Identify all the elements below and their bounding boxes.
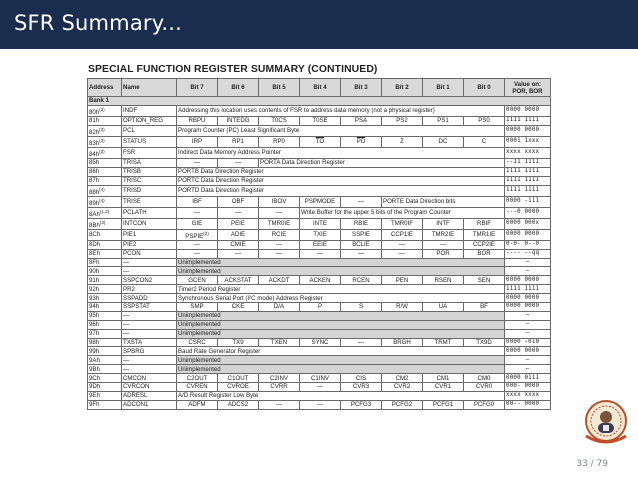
name-cell: OPTION_REG: [122, 116, 177, 125]
name-cell: CVRCON: [122, 382, 177, 391]
column-header: Name: [122, 79, 177, 97]
table-row: [88, 347, 551, 356]
name-cell: ADCON1: [122, 400, 177, 409]
table-row: [88, 382, 551, 391]
bit-cell: CVREN: [177, 382, 218, 391]
name-cell: SSPCON2: [122, 276, 177, 285]
value-cell: 0000 0000: [505, 276, 551, 285]
bit-cell: ACKDT: [259, 276, 300, 285]
bit-cell: —: [218, 249, 259, 258]
bit-cell: TMR0IF: [382, 218, 423, 229]
column-header: Address: [88, 79, 122, 97]
column-header: Bit 6: [218, 79, 259, 97]
address-cell: 8Ch: [88, 229, 122, 240]
bit-cell: —: [300, 249, 341, 258]
address-cell: 8Eh: [88, 249, 122, 258]
bit-cell: T0CS: [259, 116, 300, 125]
address-cell: 97h: [88, 329, 122, 338]
bit-cell: —: [177, 207, 218, 218]
address-cell: 9Ch: [88, 374, 122, 383]
address-cell: 92h: [88, 285, 122, 294]
address-cell: 95h: [88, 311, 122, 320]
bit-cell: TRMT: [423, 338, 464, 347]
bit-cell: D/A: [259, 302, 300, 311]
span-cell: Unimplemented: [177, 267, 505, 276]
address-cell: 8Bh$^{(3)}$: [88, 218, 122, 229]
value-cell: —: [505, 258, 551, 267]
bit-cell: CM1: [423, 374, 464, 383]
bit-cell: BF: [464, 302, 505, 311]
bit-cell: CVR2: [382, 382, 423, 391]
bit-cell: RP0: [259, 136, 300, 147]
name-cell: TRISD: [122, 185, 177, 196]
bit-cell: RBIF: [464, 218, 505, 229]
value-cell: 0000 0000: [505, 347, 551, 356]
address-cell: $82h^{(3)}$: [88, 125, 122, 136]
table-row: [88, 229, 551, 240]
bit-cell: CMIE: [218, 240, 259, 249]
address-cell: 93h: [88, 294, 122, 303]
name-cell: SSPADD: [122, 294, 177, 303]
name-cell: PR2: [122, 285, 177, 294]
span-cell: Synchronous Serial Port (I²C mode) Address Register: [177, 294, 505, 303]
name-cell: ADRESL: [122, 391, 177, 400]
bank-row: [88, 97, 551, 106]
table-row: [88, 105, 551, 116]
name-cell: PCON: [122, 249, 177, 258]
table-row: [88, 167, 551, 176]
table-row: [88, 267, 551, 276]
value-cell: 000- 0000: [505, 382, 551, 391]
name-cell: —: [122, 258, 177, 267]
bit-cell: PS0: [464, 116, 505, 125]
value-cell: —: [505, 267, 551, 276]
table-row: [88, 125, 551, 136]
address-cell: $80h^{(3)}$: [88, 105, 122, 116]
address-cell: 90h: [88, 267, 122, 276]
table-row: [88, 356, 551, 365]
bit-cell: —: [177, 249, 218, 258]
bit-cell: C2OUT: [177, 374, 218, 383]
bit-cell: C1OUT: [218, 374, 259, 383]
name-cell: SPBRG: [122, 347, 177, 356]
span-cell: PORTC Data Direction Register: [177, 176, 505, 185]
bit-cell: RCIE: [259, 229, 300, 240]
address-cell: 85h: [88, 158, 122, 167]
bit-cell: PEIE: [218, 218, 259, 229]
value-cell: 1111 1111: [505, 116, 551, 125]
bit-cell: PCFG2: [382, 400, 423, 409]
bit-cell: EEIE: [300, 240, 341, 249]
address-cell: 98h: [88, 338, 122, 347]
address-cell: $83h^{(3)}$: [88, 136, 122, 147]
bit-cell: CSRC: [177, 338, 218, 347]
name-cell: TRISA: [122, 158, 177, 167]
bit-cell: $\overline{TO}$: [300, 136, 341, 147]
column-header: Bit 3: [341, 79, 382, 97]
column-header: Value on: POR, BOR: [505, 79, 551, 97]
bit-cell: Z: [382, 136, 423, 147]
bit-cell: $\overline{PD}$: [341, 136, 382, 147]
bit-cell: —: [218, 207, 259, 218]
value-cell: 1111 1111: [505, 285, 551, 294]
bit-cell: DC: [423, 136, 464, 147]
value-cell: 1111 1111: [505, 176, 551, 185]
bit-cell: TMR1IE: [464, 229, 505, 240]
table-row: [88, 285, 551, 294]
name-cell: —: [122, 356, 177, 365]
bit-cell: IBF: [177, 196, 218, 207]
table-header-row: [88, 79, 551, 97]
table-row: [88, 365, 551, 374]
value-cell: 0000 -010: [505, 338, 551, 347]
bit-cell: PCFG3: [341, 400, 382, 409]
bit-cell: CCP2IE: [464, 240, 505, 249]
bit-cell: S: [341, 302, 382, 311]
value-cell: 0000 0000: [505, 125, 551, 136]
span-cell: Addressing this location uses contents of FSR to address data memory (not a physical register): [177, 105, 505, 116]
name-cell: INDF: [122, 105, 177, 116]
value-cell: 0000 0000: [505, 229, 551, 240]
bit-cell: ADFM: [177, 400, 218, 409]
bit-cell: TX9: [218, 338, 259, 347]
span-cell: Baud Rate Generator Register: [177, 347, 505, 356]
slide-title: SFR Summary...: [14, 11, 182, 35]
table-row: [88, 136, 551, 147]
bit-cell: C: [464, 136, 505, 147]
bit-cell: TXIE: [300, 229, 341, 240]
bit-cell: ADIE: [218, 229, 259, 240]
bit-cell: —: [259, 207, 300, 218]
column-header: Bit 7: [177, 79, 218, 97]
bit-cell: PS2: [382, 116, 423, 125]
table-row: [88, 320, 551, 329]
table-row: [88, 185, 551, 196]
span-cell: Unimplemented: [177, 356, 505, 365]
table-row: [88, 258, 551, 267]
span-cell: Indirect Data Memory Address Pointer: [177, 147, 505, 158]
address-cell: $84h^{(3)}$: [88, 147, 122, 158]
address-cell: 9Ah: [88, 356, 122, 365]
table-row: [88, 147, 551, 158]
bit-cell: TX9D: [464, 338, 505, 347]
table-row: [88, 158, 551, 167]
bit-cell: GIE: [177, 218, 218, 229]
bit-cell: SEN: [464, 276, 505, 285]
bit-cell: RSEN: [423, 276, 464, 285]
column-header: Bit 4: [300, 79, 341, 97]
table-row: [88, 116, 551, 125]
value-cell: ---0 0000: [505, 207, 551, 218]
span-cell: PORTB Data Direction Register: [177, 167, 505, 176]
table-row: [88, 391, 551, 400]
bit-cell: —: [259, 249, 300, 258]
bit-cell: CVR3: [341, 382, 382, 391]
bit-cell: T0SE: [300, 116, 341, 125]
bit-cell: P: [300, 302, 341, 311]
address-cell: 94h: [88, 302, 122, 311]
bit-cell: RBPU: [177, 116, 218, 125]
table-row: [88, 338, 551, 347]
address-cell: 8Fh: [88, 258, 122, 267]
name-cell: PIE2: [122, 240, 177, 249]
bit-cell: ADCS2: [218, 400, 259, 409]
name-cell: —: [122, 365, 177, 374]
table-row: [88, 400, 551, 409]
bit-cell: RBIE: [341, 218, 382, 229]
bit-cell: TMR0IE: [259, 218, 300, 229]
value-cell: —: [505, 311, 551, 320]
column-header: Bit 0: [464, 79, 505, 97]
address-cell: 9Bh: [88, 365, 122, 374]
span-cell: Unimplemented: [177, 365, 505, 374]
address-cell: 8Ah$^{(1,3)}$: [88, 207, 122, 218]
address-cell: 9Fh: [88, 400, 122, 409]
bit-cell: —: [259, 240, 300, 249]
table-row: [88, 302, 551, 311]
bit-cell: $\overline{BOR}$: [464, 249, 505, 258]
table-row: [88, 311, 551, 320]
bit-cell: C2INV: [259, 374, 300, 383]
bit-cell: PSPIE$^{(2)}$: [177, 229, 218, 240]
address-cell: 87h: [88, 176, 122, 185]
value-cell: 1111 1111: [505, 185, 551, 196]
bit-cell: INTE: [300, 218, 341, 229]
table-row: [88, 240, 551, 249]
address-cell: 9Dh: [88, 382, 122, 391]
name-cell: —: [122, 329, 177, 338]
name-cell: CMCON: [122, 374, 177, 383]
name-cell: TRISC: [122, 176, 177, 185]
bit-cell: ACKSTAT: [218, 276, 259, 285]
value-cell: —: [505, 365, 551, 374]
bit-cell: —: [300, 400, 341, 409]
name-cell: —: [122, 320, 177, 329]
span-cell: A/D Result Register Low Byte: [177, 391, 505, 400]
slide-header: [0, 0, 638, 49]
table-row: [88, 207, 551, 218]
bit-cell: —: [423, 240, 464, 249]
bit-cell: $\overline{POR}$: [423, 249, 464, 258]
bit-cell: PEN: [382, 276, 423, 285]
page-number: 33 / 79: [576, 459, 608, 469]
bit-cell: —: [382, 249, 423, 258]
bit-cell: CKE: [218, 302, 259, 311]
span-cell: Unimplemented: [177, 258, 505, 267]
span-cell: PORTD Data Direction Register: [177, 185, 505, 196]
span-cell: Program Counter (PC) Least Significant Byte: [177, 125, 505, 136]
name-cell: TRISE: [122, 196, 177, 207]
address-cell: 86h: [88, 167, 122, 176]
bit-cell: —: [259, 400, 300, 409]
table-row: [88, 329, 551, 338]
value-cell: xxxx xxxx: [505, 391, 551, 400]
span-cell: Unimplemented: [177, 311, 505, 320]
bit-cell: SMP: [177, 302, 218, 311]
name-cell: STATUS: [122, 136, 177, 147]
bit-cell: RP1: [218, 136, 259, 147]
value-cell: --11 1111: [505, 158, 551, 167]
span-cell: Write Buffer for the upper 5 bits of the Program Counter: [300, 207, 505, 218]
table-body: [88, 97, 551, 410]
span-cell: PORTA Data Direction Register: [259, 158, 505, 167]
value-cell: 0001 1xxx: [505, 136, 551, 147]
bit-cell: PSA: [341, 116, 382, 125]
bit-cell: —: [341, 338, 382, 347]
name-cell: —: [122, 267, 177, 276]
value-cell: —: [505, 356, 551, 365]
name-cell: PCLATH: [122, 207, 177, 218]
address-cell: 9Eh: [88, 391, 122, 400]
bit-cell: INTF: [423, 218, 464, 229]
value-cell: 0000 0111: [505, 374, 551, 383]
bit-cell: TXEN: [259, 338, 300, 347]
bit-cell: RCEN: [341, 276, 382, 285]
value-cell: xxxx xxxx: [505, 147, 551, 158]
table-row: [88, 196, 551, 207]
name-cell: PIE1: [122, 229, 177, 240]
bit-cell: INTEDG: [218, 116, 259, 125]
bit-cell: CM2: [382, 374, 423, 383]
bit-cell: TMR2IE: [423, 229, 464, 240]
address-cell: $89h^{(4)}$: [88, 196, 122, 207]
name-cell: TXSTA: [122, 338, 177, 347]
value-cell: 0000 -111: [505, 196, 551, 207]
bit-cell: ACKEN: [300, 276, 341, 285]
span-cell: Unimplemented: [177, 320, 505, 329]
bit-cell: PCFG0: [464, 400, 505, 409]
address-cell: 96h: [88, 320, 122, 329]
value-cell: —: [505, 320, 551, 329]
name-cell: INTCON: [122, 218, 177, 229]
address-cell: 81h: [88, 116, 122, 125]
bit-cell: R/W: [382, 302, 423, 311]
bit-cell: —: [218, 158, 259, 167]
bit-cell: PS1: [423, 116, 464, 125]
university-seal-logo: [576, 398, 636, 448]
bit-cell: —: [341, 196, 382, 207]
bit-cell: BRGH: [382, 338, 423, 347]
address-cell: 91h: [88, 276, 122, 285]
table-row: [88, 249, 551, 258]
name-cell: SSPSTAT: [122, 302, 177, 311]
name-cell: —: [122, 311, 177, 320]
table-caption: SPECIAL FUNCTION REGISTER SUMMARY (CONTINUED): [88, 64, 378, 75]
bit-cell: —: [300, 382, 341, 391]
bit-cell: —: [177, 240, 218, 249]
column-header: Bit 1: [423, 79, 464, 97]
value-cell: 0000 0000: [505, 302, 551, 311]
name-cell: PCL: [122, 125, 177, 136]
bit-cell: —: [177, 158, 218, 167]
bit-cell: SSPIE: [341, 229, 382, 240]
bit-cell: CVRR: [259, 382, 300, 391]
value-cell: 0-0- 0--0: [505, 240, 551, 249]
span-cell: PORTE Data Direction bits: [382, 196, 505, 207]
bit-cell: CIS: [341, 374, 382, 383]
bit-cell: UA: [423, 302, 464, 311]
bit-cell: IBOV: [259, 196, 300, 207]
bit-cell: BCLIE: [341, 240, 382, 249]
name-cell: FSR: [122, 147, 177, 158]
table-row: [88, 176, 551, 185]
table-row: [88, 294, 551, 303]
value-cell: —: [505, 329, 551, 338]
bit-cell: IRP: [177, 136, 218, 147]
bit-cell: SYNC: [300, 338, 341, 347]
column-header: Bit 5: [259, 79, 300, 97]
value-cell: 0000 0000: [505, 105, 551, 116]
value-cell: 0000 000x: [505, 218, 551, 229]
bit-cell: CVROE: [218, 382, 259, 391]
value-cell: ---- --qq: [505, 249, 551, 258]
table-row: [88, 276, 551, 285]
bit-cell: GCEN: [177, 276, 218, 285]
column-header: Bit 2: [382, 79, 423, 97]
value-cell: 0000 0000: [505, 294, 551, 303]
bit-cell: PSPMODE: [300, 196, 341, 207]
span-cell: Unimplemented: [177, 329, 505, 338]
bit-cell: —: [341, 249, 382, 258]
address-cell: 99h: [88, 347, 122, 356]
address-cell: $88h^{(4)}$: [88, 185, 122, 196]
bit-cell: CVR0: [464, 382, 505, 391]
bank-label: Bank 1: [88, 97, 551, 106]
name-cell: TRISB: [122, 167, 177, 176]
bit-cell: PCFG1: [423, 400, 464, 409]
table-row: [88, 374, 551, 383]
bit-cell: CVR1: [423, 382, 464, 391]
bit-cell: CM0: [464, 374, 505, 383]
bit-cell: —: [382, 240, 423, 249]
bit-cell: OBF: [218, 196, 259, 207]
bit-cell: CCP1IE: [382, 229, 423, 240]
span-cell: Timer2 Period Register: [177, 285, 505, 294]
table-row: [88, 218, 551, 229]
sfr-summary-table: [87, 78, 551, 410]
bit-cell: C1INV: [300, 374, 341, 383]
address-cell: 8Dh: [88, 240, 122, 249]
value-cell: 1111 1111: [505, 167, 551, 176]
value-cell: 00-- 0000: [505, 400, 551, 409]
